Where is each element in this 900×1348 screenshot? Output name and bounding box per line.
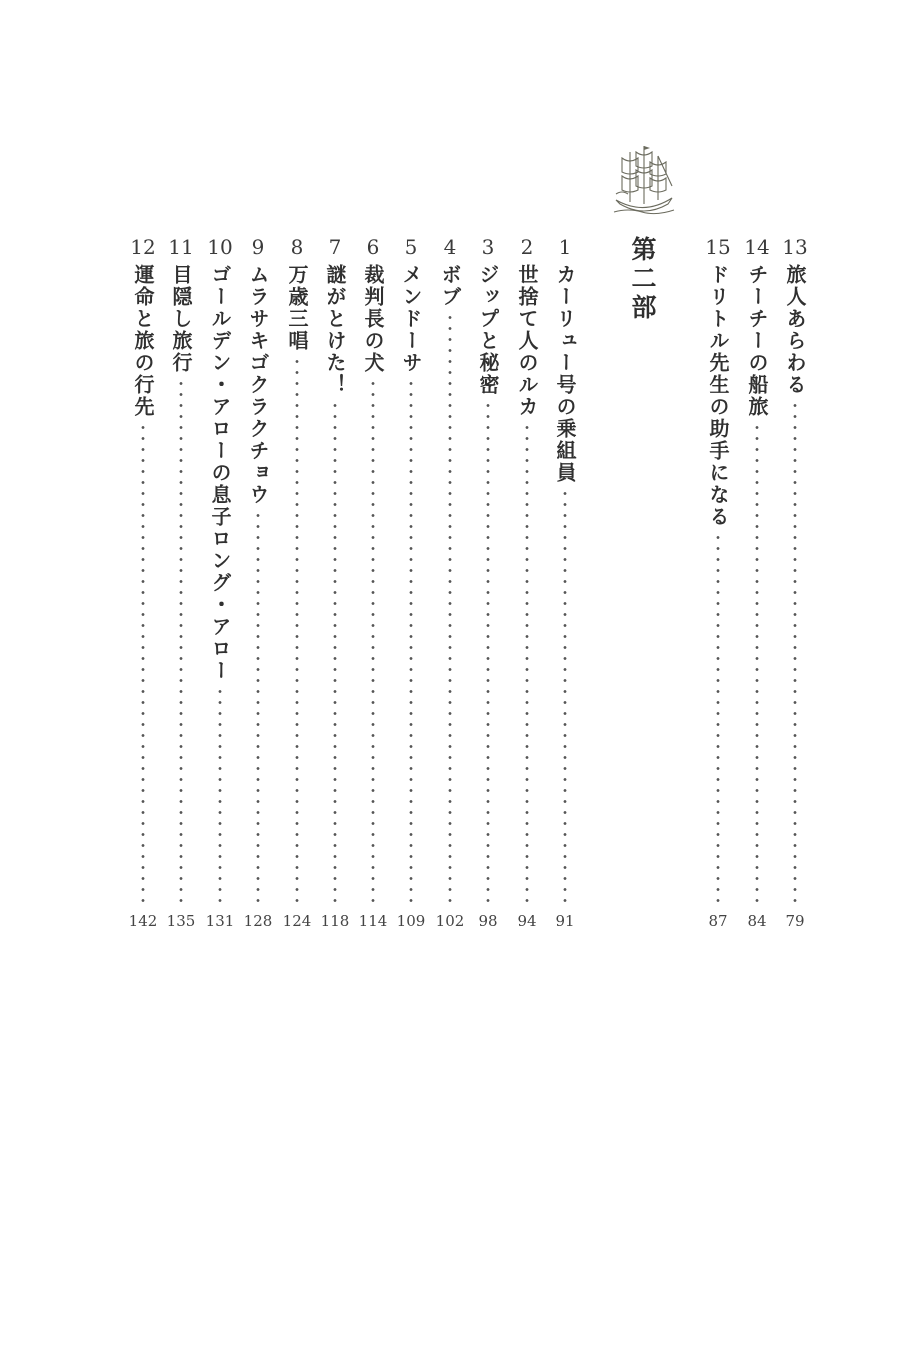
toc-entry (394, 236, 428, 936)
toc-entry (126, 236, 160, 936)
page-number: 118 (320, 912, 350, 930)
toc-entry (471, 236, 505, 936)
sailing-ship-ornament (612, 142, 676, 220)
leader-dots (332, 400, 338, 904)
chapter-title: ジップと秘密 (476, 264, 500, 396)
chapter-title: 目隠し旅行 (169, 264, 193, 374)
leader-dots (370, 378, 376, 904)
leader-dots (217, 686, 223, 904)
page-number: 98 (478, 912, 498, 930)
leader-dots (408, 378, 414, 904)
chapter-title: チーチーの船旅 (745, 264, 769, 418)
chapter-number: 6 (366, 235, 380, 259)
leader-dots (294, 356, 300, 904)
page-number: 142 (128, 912, 158, 930)
toc-entry (740, 236, 774, 936)
chapter-number: 12 (130, 235, 156, 259)
page-number: 94 (517, 912, 537, 930)
chapter-title: ゴールデン・アローの息子ロング・アロー (208, 264, 232, 682)
chapter-number: 1 (558, 235, 572, 259)
page-number: 102 (435, 912, 465, 930)
page-number: 114 (358, 912, 388, 930)
toc-entry (356, 236, 390, 936)
chapter-title: ドリトル先生の助手になる (706, 264, 730, 528)
toc-entry (318, 236, 352, 936)
chapter-number: 7 (328, 235, 342, 259)
chapter-title: 旅人あらわる (783, 264, 807, 396)
toc-entry (164, 236, 198, 936)
chapter-number: 8 (290, 235, 304, 259)
chapter-title: 世捨て人のルカ (515, 264, 539, 418)
chapter-number: 13 (782, 235, 808, 259)
leader-dots (715, 532, 721, 904)
leader-dots (140, 422, 146, 904)
page-number: 79 (785, 912, 805, 930)
chapter-title: メンドーサ (399, 264, 423, 374)
leader-dots (562, 488, 568, 904)
chapter-title: 謎がとけた！ (323, 264, 347, 396)
leader-dots (524, 422, 530, 904)
page-number: 135 (166, 912, 196, 930)
leader-dots (178, 378, 184, 904)
page-number: 84 (747, 912, 767, 930)
chapter-title: ムラサキゴクラクチョウ (246, 264, 270, 506)
page-number: 91 (555, 912, 575, 930)
toc-entry (510, 236, 544, 936)
chapter-number: 9 (251, 235, 265, 259)
leader-dots (792, 400, 798, 904)
chapter-number: 14 (744, 235, 770, 259)
part-heading: 第二部 (628, 236, 657, 323)
chapter-number: 3 (481, 235, 495, 259)
page-number: 131 (205, 912, 235, 930)
toc-entry (241, 236, 275, 936)
toc-entry (548, 236, 582, 936)
toc-entry (203, 236, 237, 936)
chapter-title: 裁判長の犬 (361, 264, 385, 374)
chapter-number: 15 (705, 235, 731, 259)
chapter-number: 10 (207, 235, 233, 259)
toc-entry (433, 236, 467, 936)
leader-dots (447, 312, 453, 904)
chapter-title: 万歳三唱 (285, 264, 309, 352)
page-number: 109 (396, 912, 426, 930)
toc-entry (701, 236, 735, 936)
chapter-number: 5 (404, 235, 418, 259)
toc-entry (280, 236, 314, 936)
leader-dots (754, 422, 760, 904)
chapter-title: 運命と旅の行先 (131, 264, 155, 418)
chapter-number: 11 (168, 235, 194, 259)
chapter-number: 2 (520, 235, 534, 259)
leader-dots (485, 400, 491, 904)
chapter-number: 4 (443, 235, 457, 259)
leader-dots (255, 510, 261, 904)
chapter-title: カーリュー号の乗組員 (553, 264, 577, 484)
chapter-title: ボブ (438, 264, 462, 308)
page-number: 124 (282, 912, 312, 930)
page-number: 87 (708, 912, 728, 930)
page-number: 128 (243, 912, 273, 930)
toc-entry (778, 236, 812, 936)
